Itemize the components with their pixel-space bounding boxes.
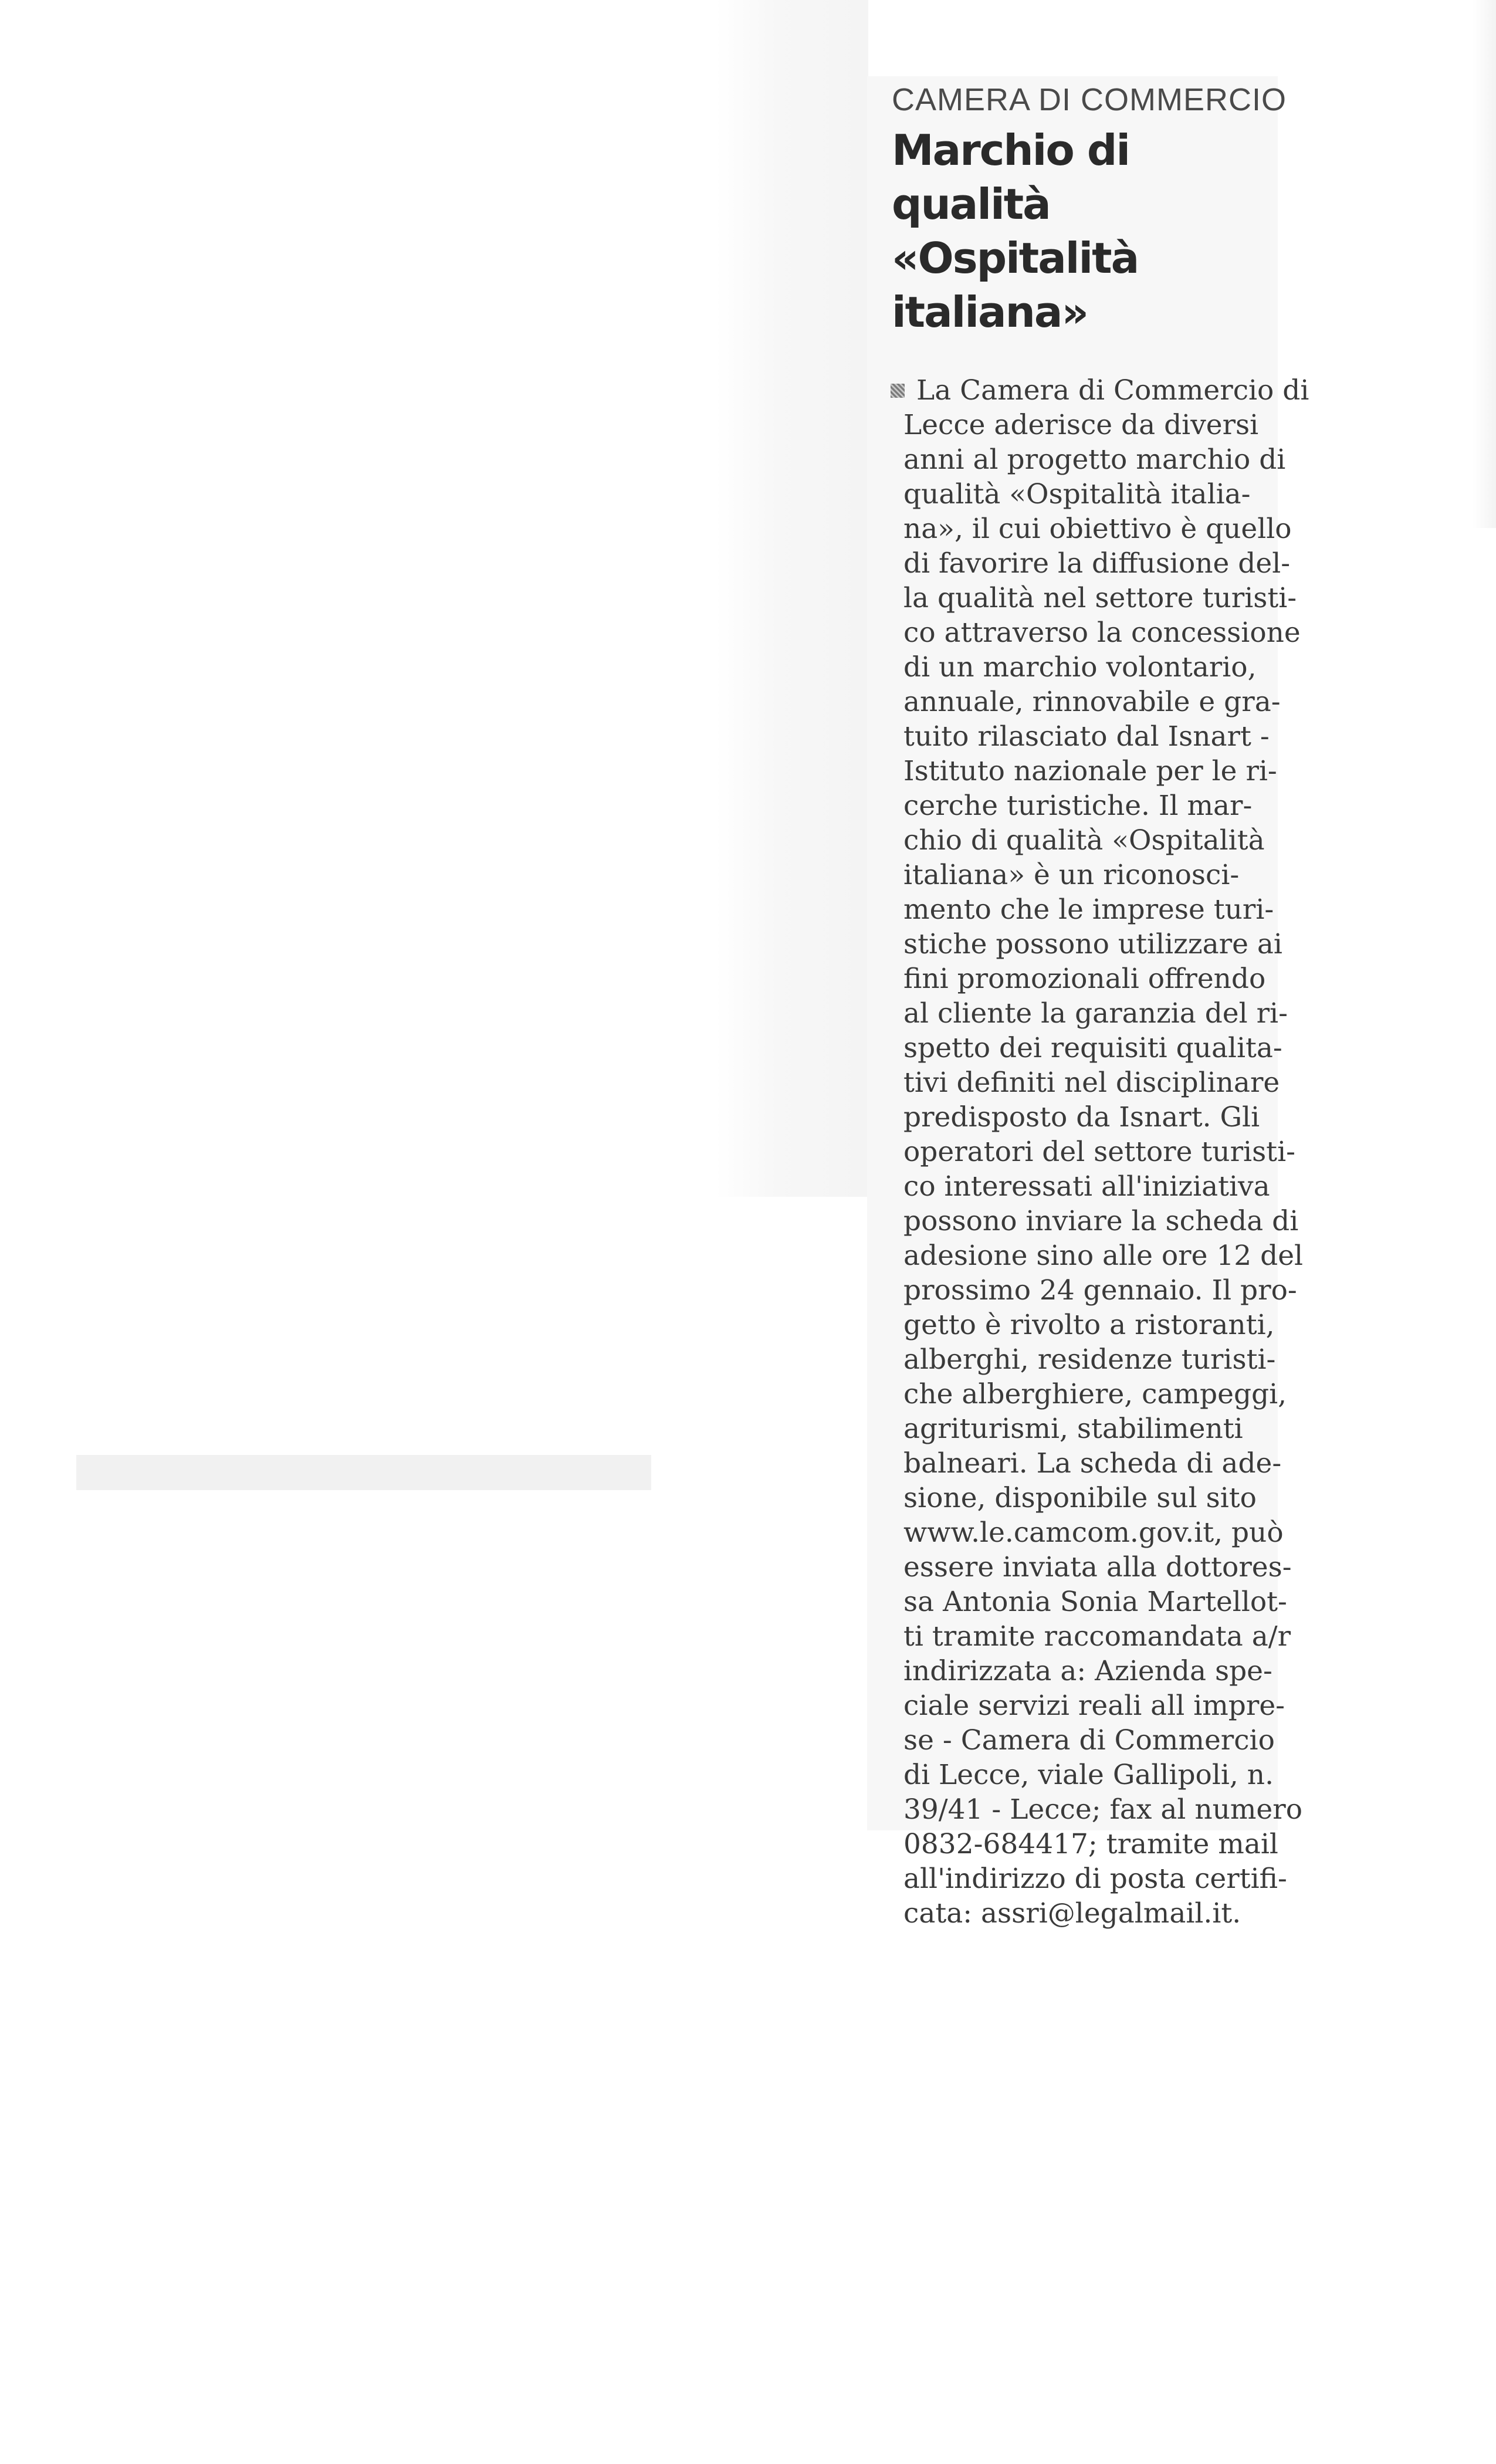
article-body-line: sione, disponibile sul sito [903, 1482, 1257, 1514]
article-body-line: na», il cui obiettivo è quello [903, 513, 1292, 545]
article-body-line: cata: assri@legalmail.it. [903, 1897, 1241, 1930]
article-body-line: getto è rivolto a ristoranti, [903, 1309, 1275, 1341]
article-body-line: spetto dei requisiti qualita- [903, 1032, 1282, 1064]
article-body-line: stiche possono utilizzare ai [903, 928, 1282, 960]
article-body-line: cerche turistiche. Il mar- [903, 790, 1253, 822]
article-body-line: italiana» è un riconosci- [903, 859, 1240, 891]
article-body-line: ciale servizi reali all impre- [903, 1690, 1285, 1722]
article-body-line: sa Antonia Sonia Martellot- [903, 1586, 1287, 1618]
article-body-line: adesione sino alle ore 12 del [903, 1240, 1304, 1272]
article-body-line: ti tramite raccomandata a/r [903, 1620, 1291, 1653]
bullet-square-icon [891, 384, 905, 398]
article-body-line: all'indirizzo di posta certifi- [903, 1863, 1287, 1895]
article-body-line: co interessati all'iniziativa [903, 1170, 1270, 1203]
headline-line-1: Marchio di qualità [892, 126, 1130, 229]
scan-artifact [76, 1455, 651, 1490]
headline-line-2: «Ospitalità italiana» [892, 233, 1139, 337]
article-body-line: che alberghiere, campeggi, [903, 1378, 1287, 1410]
article-body-line: annuale, rinnovabile e gra- [903, 686, 1281, 718]
article-body-line: Lecce aderisce da diversi [903, 409, 1259, 441]
article-body-line: prossimo 24 gennaio. Il pro- [903, 1274, 1297, 1307]
article-body-line: qualità «Ospitalità italia- [903, 478, 1251, 510]
article-body-line: essere inviata alla dottores- [903, 1551, 1292, 1583]
article-body-line: indirizzata a: Azienda spe- [903, 1655, 1272, 1687]
article-kicker: CAMERA DI COMMERCIO [892, 82, 1287, 117]
article-body-line: anni al progetto marchio di [903, 444, 1286, 476]
article-body-line: la qualità nel settore turisti- [903, 582, 1297, 614]
article-body-line: di Lecce, viale Gallipoli, n. [903, 1759, 1274, 1791]
newspaper-article [880, 82, 1309, 1931]
article-body-line: possono inviare la scheda di [903, 1205, 1299, 1237]
article-body-line: fini promozionali offrendo [903, 963, 1266, 995]
scan-edge [1473, 0, 1496, 528]
article-body-line: operatori del settore turisti- [903, 1136, 1295, 1168]
article-body-line: chio di qualità «Ospitalità [903, 824, 1265, 857]
article-body-line: se - Camera di Commercio [903, 1724, 1275, 1756]
article-body-line: Istituto nazionale per le ri- [903, 755, 1277, 787]
article-body-line: predisposto da Isnart. Gli [903, 1101, 1260, 1133]
scan-shadow [716, 0, 868, 1197]
article-body-line: La Camera di Commercio di [916, 374, 1309, 407]
article-body-line: tuito rilasciato dal Isnart - [903, 720, 1270, 753]
article-body-line: di un marchio volontario, [903, 651, 1257, 683]
article-body [880, 373, 1309, 1931]
article-headline [892, 123, 1291, 339]
article-body-line: tivi definiti nel disciplinare [903, 1067, 1280, 1099]
article-body-line: alberghi, residenze turisti- [903, 1343, 1276, 1376]
article-body-line: 39/41 - Lecce; fax al numero [903, 1793, 1303, 1826]
article-body-line: di favorire la diffusione del- [903, 547, 1291, 580]
article-body-line: co attraverso la concessione [903, 617, 1301, 649]
article-body-line: balneari. La scheda di ade- [903, 1447, 1282, 1480]
article-body-line: agriturismi, stabilimenti [903, 1413, 1243, 1445]
article-body-line: 0832-684417; tramite mail [903, 1828, 1278, 1860]
article-body-line: mento che le imprese turi- [903, 893, 1274, 926]
article-body-line: al cliente la garanzia del ri- [903, 997, 1288, 1030]
article-body-line: www.le.camcom.gov.it, può [903, 1517, 1284, 1549]
